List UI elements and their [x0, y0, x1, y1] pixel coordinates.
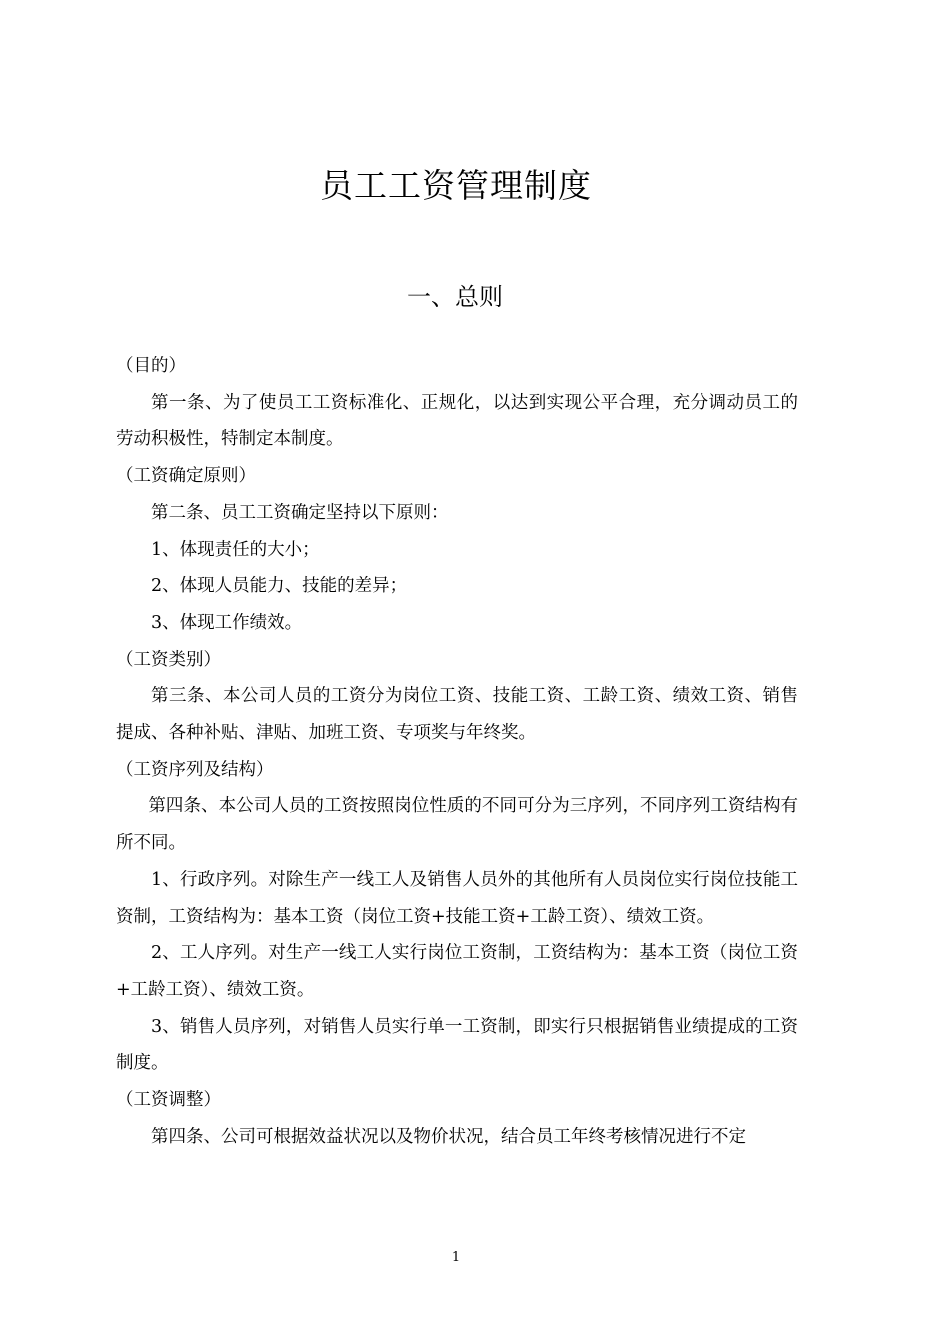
clause-label-categories: （工资类别）: [116, 649, 221, 670]
principle-item-3: 3、体现工作绩效。: [151, 612, 303, 633]
document-title: 员工工资管理制度: [320, 166, 592, 205]
article-1: 第一条、为了使员工工资标准化、正规化，以达到实现公平合理，充分调动员工的劳动积极性，特制定本制度。: [116, 392, 798, 450]
principle-item-1: 1、体现责任的大小；: [151, 539, 320, 560]
structure-item-1: 1、行政序列。对除生产一线工人及销售人员外的其他所有人员岗位实行岗位技能工资制，工资结构为：基本工资（岗位工资+技能工资+工龄工资）、绩效工资。: [116, 869, 798, 927]
article-3: 第三条、本公司人员的工资分为岗位工资、技能工资、工龄工资、绩效工资、销售提成、各种补贴、津贴、加班工资、专项奖与年终奖。: [116, 686, 798, 744]
article-4-structure: 第四条、本公司人员的工资按照岗位性质的不同可分为三序列，不同序列工资结构有所不同。: [116, 796, 798, 854]
article-2: 第二条、员工工资确定坚持以下原则：: [151, 502, 449, 523]
structure-item-3: 3、销售人员序列，对销售人员实行单一工资制，即实行只根据销售业绩提成的工资制度。: [116, 1016, 798, 1074]
document-body: [116, 348, 798, 1155]
clause-label-purpose: （目的）: [116, 356, 186, 376]
page-number: 1: [451, 1250, 461, 1265]
section-title: 一、总则: [407, 283, 503, 311]
structure-item-2: 2、工人序列。对生产一线工人实行岗位工资制，工资结构为：基本工资（岗位工资+工龄工资）、绩效工资。: [116, 943, 798, 1000]
article-4-adjustment: 第四条、公司可根据效益状况以及物价状况，结合员工年终考核情况进行不定: [151, 1126, 746, 1147]
clause-label-adjustment: （工资调整）: [116, 1090, 221, 1111]
clause-label-principles: （工资确定原则）: [116, 466, 256, 487]
principle-item-2: 2、体现人员能力、技能的差异；: [151, 576, 408, 597]
clause-label-structure: （工资序列及结构）: [116, 759, 274, 780]
